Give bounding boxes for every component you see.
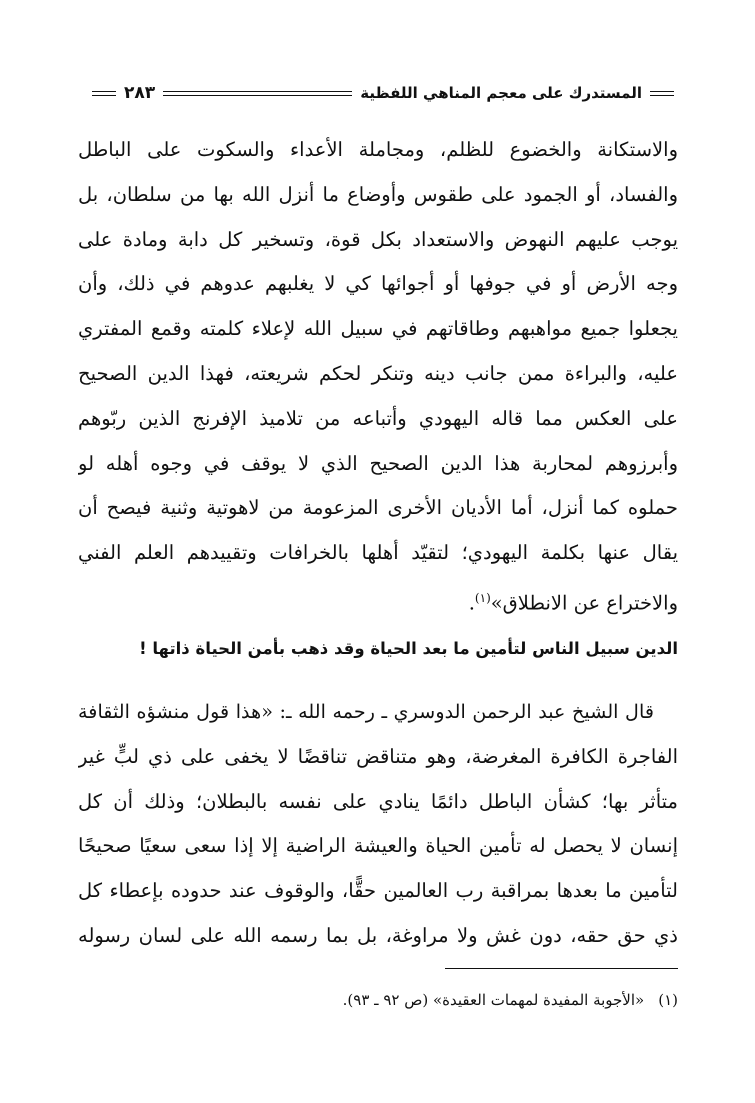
text-line: وجه الأرض أو في جوفها أو أجوائها كي لا يغلبهم عدوهم في ذلك، وأن xyxy=(78,272,678,296)
footnote xyxy=(200,988,678,1012)
header-rule-left xyxy=(92,91,116,96)
text-line: حملوه كما أنزل، أما الأديان الأخرى المزعومة من لاهوتية وثنية فيصح أن xyxy=(78,496,678,520)
text-line: على العكس مما قاله اليهودي وأتباعه من تلاميذ الإفرنج الذين ربّوهم xyxy=(78,406,678,430)
text-line: قال الشيخ عبد الرحمن الدوسري ـ رحمه الله ـ: «هذا قول منشؤه الثقافة xyxy=(78,700,654,723)
text-line: متأثر بها؛ كشأن الباطل دائمًا ينادي على نفسه بالبطلان؛ وذلك أن كل xyxy=(78,789,678,813)
header-rule-middle xyxy=(163,91,352,96)
text-line: عليه، والبراءة ممن جانب دينه وتنكر لحكم شريعته، فهذا الدين الصحيح xyxy=(78,361,678,385)
text-line: يجعلوا جميع مواهبهم وطاقاتهم في سبيل الله لإعلاء كلمته وقمع المفتري xyxy=(78,317,678,341)
text-line: والاستكانة والخضوع للظلم، ومجاملة الأعداء والسكوت على الباطل xyxy=(78,138,678,161)
last-line-end: . xyxy=(468,591,475,615)
text-line: والفساد، أو الجمود على طقوس وأوضاع ما أنزل الله بها من سلطان، بل xyxy=(78,182,678,206)
footnote-text: «الأجوبة المفيدة لمهمات العقيدة» (ص ٩٢ ـ ٩٣). xyxy=(342,991,645,1009)
text-line: الفاجرة الكافرة المغرضة، وهو متناقض تناقضًا لا يخفى على ذي لبٍّ غير xyxy=(78,744,678,768)
last-line-text: والاختراع عن الانطلاق» xyxy=(490,591,678,615)
paragraph-2 xyxy=(78,690,678,959)
footnote-reference[interactable]: (١) xyxy=(474,590,491,605)
text-line-last xyxy=(78,576,678,621)
section-heading: الدين سبيل الناس لتأمين ما بعد الحياة وقد ذهب بأمن الحياة ذاتها ! xyxy=(139,639,678,658)
header-title: المستدرك على معجم المناهي اللفظية xyxy=(360,84,642,102)
running-header xyxy=(92,78,674,108)
text-line: لتأمين ما بعدها بمراقبة رب العالمين حقًّا، والوقوف عند حدوده بإعطاء كل xyxy=(78,879,678,903)
text-line: إنسان لا يحصل له تأمين الحياة والعيشة الراضية إلا إذا سعى سعيًا صحيحًا xyxy=(78,834,678,858)
footnote-number: (١) xyxy=(658,991,678,1009)
text-line: وأبرزوهم لمحاربة هذا الدين الصحيح الذي لا يوقف في وجوه أهله لو xyxy=(78,451,678,475)
text-line: يوجب عليهم النهوض والاستعداد بكل قوة، وتسخير كل دابة ومادة على xyxy=(78,227,678,251)
header-rule-right xyxy=(650,91,674,96)
footnote-separator xyxy=(445,968,678,969)
text-line: يقال عنها بكلمة اليهودي؛ لتقيّد أهلها بالخرافات وتقييدهم العلم الفني xyxy=(78,541,678,565)
paragraph-1 xyxy=(78,128,678,621)
page-number: ٢٨٣ xyxy=(124,83,156,103)
text-line: ذي حق حقه، دون غش ولا مراوغة، بل بما رسمه الله على لسان رسوله xyxy=(78,923,678,947)
